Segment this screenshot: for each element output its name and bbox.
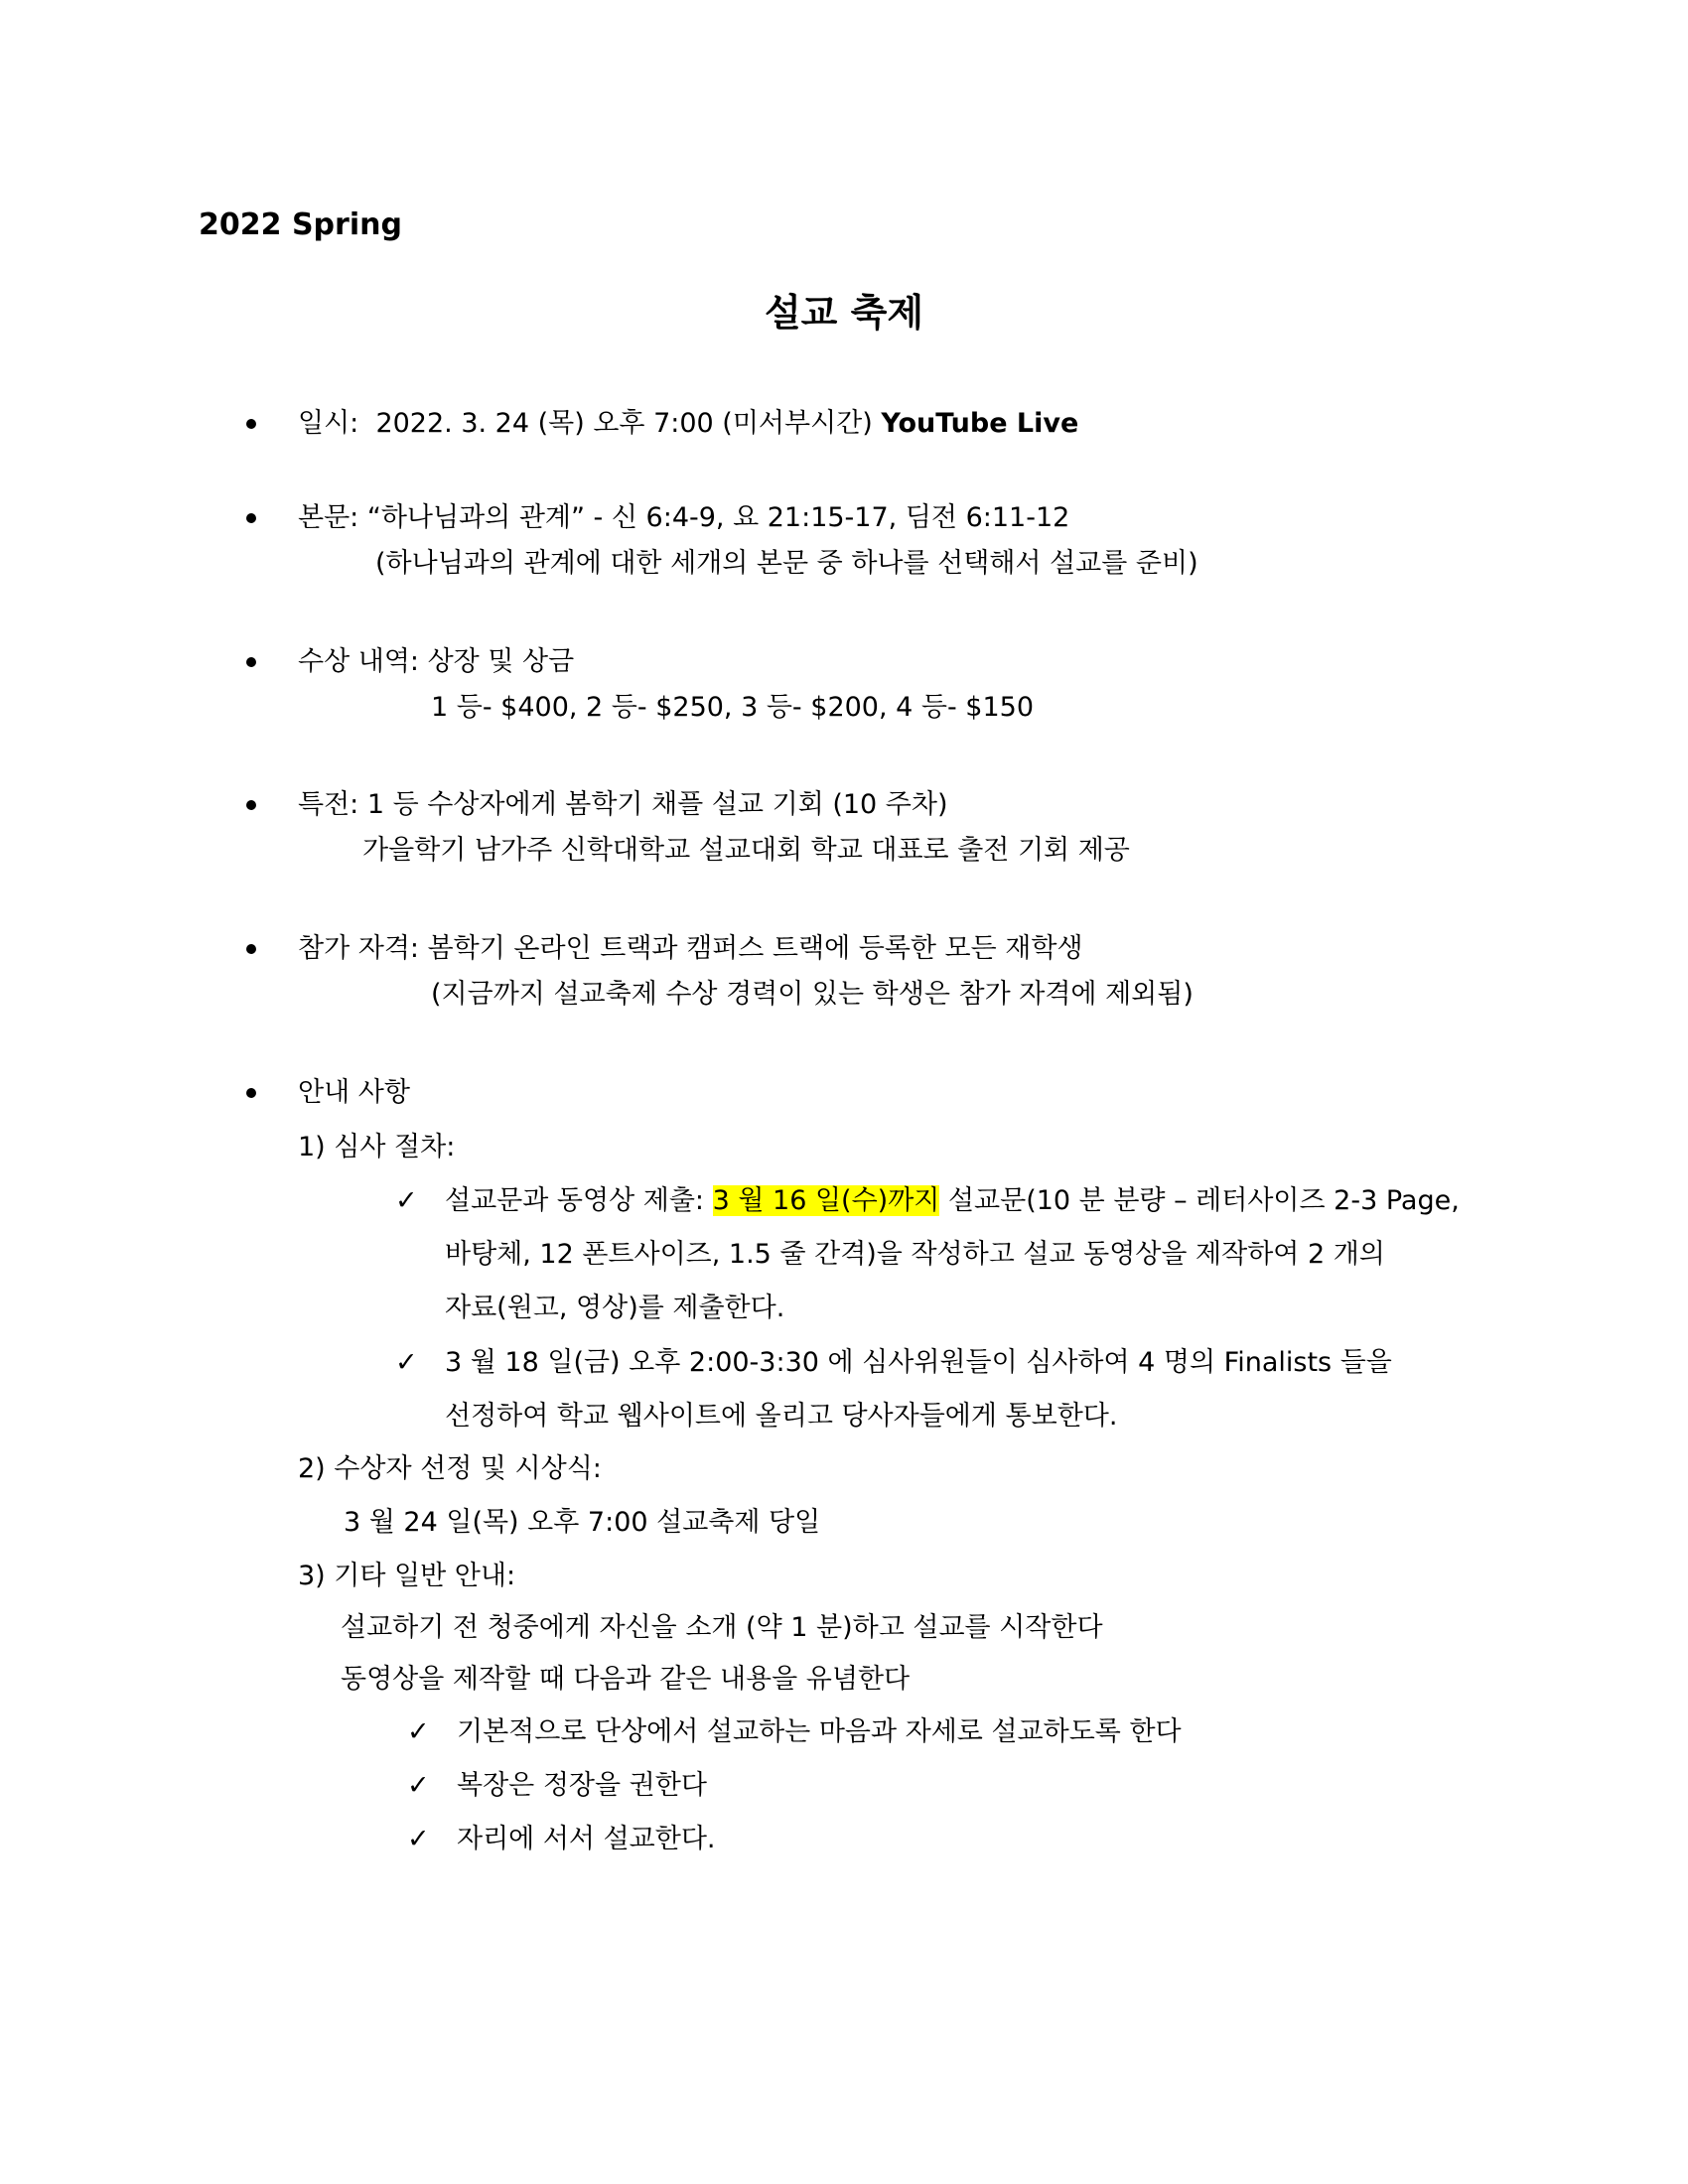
guide-item3-heading: 3) 기타 일반 안내:	[298, 1561, 516, 1591]
check-mark-icon: ✓	[395, 1185, 418, 1216]
guide-item1-check1	[445, 1181, 1460, 1221]
guide-item2-heading: 2) 수상자 선정 및 시상식:	[298, 1453, 602, 1484]
guide-item3-line2: 동영상을 제작할 때 다음과 같은 내용을 유념한다	[341, 1664, 911, 1695]
date-line	[298, 404, 1078, 444]
term-label: 2022 Spring	[199, 207, 402, 242]
check-mark-icon: ✓	[407, 1770, 430, 1801]
guide-item1-check2: 3 월 18 일(금) 오후 2:00-3:30 에 심사위원들이 심사하여 4 명의 Finalists 들을	[445, 1347, 1392, 1378]
page-title: 설교 축제	[764, 291, 924, 335]
guide-item1-check1-line2: 바탕체, 12 폰트사이즈, 1.5 줄 간격)을 작성하고 설교 동영상을 제작하여 2 개의	[445, 1239, 1385, 1270]
check-mark-icon: ✓	[407, 1824, 430, 1854]
eligibility-line: 참가 자격: 봄학기 온라인 트랙과 캠퍼스 트랙에 등록한 모든 재학생	[298, 933, 1083, 964]
privilege-line: 특전: 1 등 수상자에게 봄학기 채플 설교 기회 (10 주차)	[298, 789, 948, 820]
date-label: 일시:	[298, 408, 359, 439]
scripture-line: 본문: “하나님과의 관계” - 신 6:4-9, 요 21:15-17, 딤전 6:11-12	[298, 502, 1070, 533]
bullet-dot-icon	[246, 944, 256, 954]
privilege-line-2: 가을학기 남가주 신학대학교 설교대회 학교 대표로 출전 기회 제공	[362, 835, 1130, 866]
date-value: 2022. 3. 24 (목) 오후 7:00 (미서부시간)	[375, 408, 873, 439]
guide-item1-heading: 1) 심사 절차:	[298, 1132, 456, 1162]
submission-spec: 설교문(10 분 분량 – 레터사이즈 2-3 Page,	[939, 1185, 1460, 1216]
guide-heading: 안내 사항	[298, 1077, 410, 1108]
check-mark-icon: ✓	[395, 1347, 418, 1378]
platform-name: YouTube Live	[881, 408, 1079, 439]
check-mark-icon: ✓	[407, 1716, 430, 1747]
guide-item1-check2-line2: 선정하여 학교 웹사이트에 올리고 당사자들에게 통보한다.	[445, 1401, 1118, 1432]
awards-prizes: 1 등- $400, 2 등- $250, 3 등- $200, 4 등- $150	[431, 692, 1035, 723]
guide-item3-check2: 복장은 정장을 권한다	[457, 1770, 707, 1801]
eligibility-note: (지금까지 설교축제 수상 경력이 있는 학생은 참가 자격에 제외됨)	[431, 979, 1194, 1010]
bullet-dot-icon	[246, 513, 256, 523]
deadline-highlight: 3 월 16 일(수)까지	[712, 1185, 940, 1216]
submission-label: 설교문과 동영상 제출:	[445, 1185, 713, 1216]
guide-item3-check1: 기본적으로 단상에서 설교하는 마음과 자세로 설교하도록 한다	[457, 1716, 1182, 1747]
guide-item3-check3: 자리에 서서 설교한다.	[457, 1824, 716, 1854]
guide-item3-line1: 설교하기 전 청중에게 자신을 소개 (약 1 분)하고 설교를 시작한다	[341, 1612, 1103, 1643]
bullet-dot-icon	[246, 1088, 256, 1098]
awards-line: 수상 내역: 상장 및 상금	[298, 646, 575, 677]
bullet-dot-icon	[246, 419, 256, 429]
bullet-dot-icon	[246, 657, 256, 667]
guide-item2-line: 3 월 24 일(목) 오후 7:00 설교축제 당일	[344, 1507, 821, 1538]
scripture-note: (하나님과의 관계에 대한 세개의 본문 중 하나를 선택해서 설교를 준비)	[375, 548, 1198, 579]
guide-item1-check1-line3: 자료(원고, 영상)를 제출한다.	[445, 1293, 785, 1323]
bullet-dot-icon	[246, 800, 256, 810]
